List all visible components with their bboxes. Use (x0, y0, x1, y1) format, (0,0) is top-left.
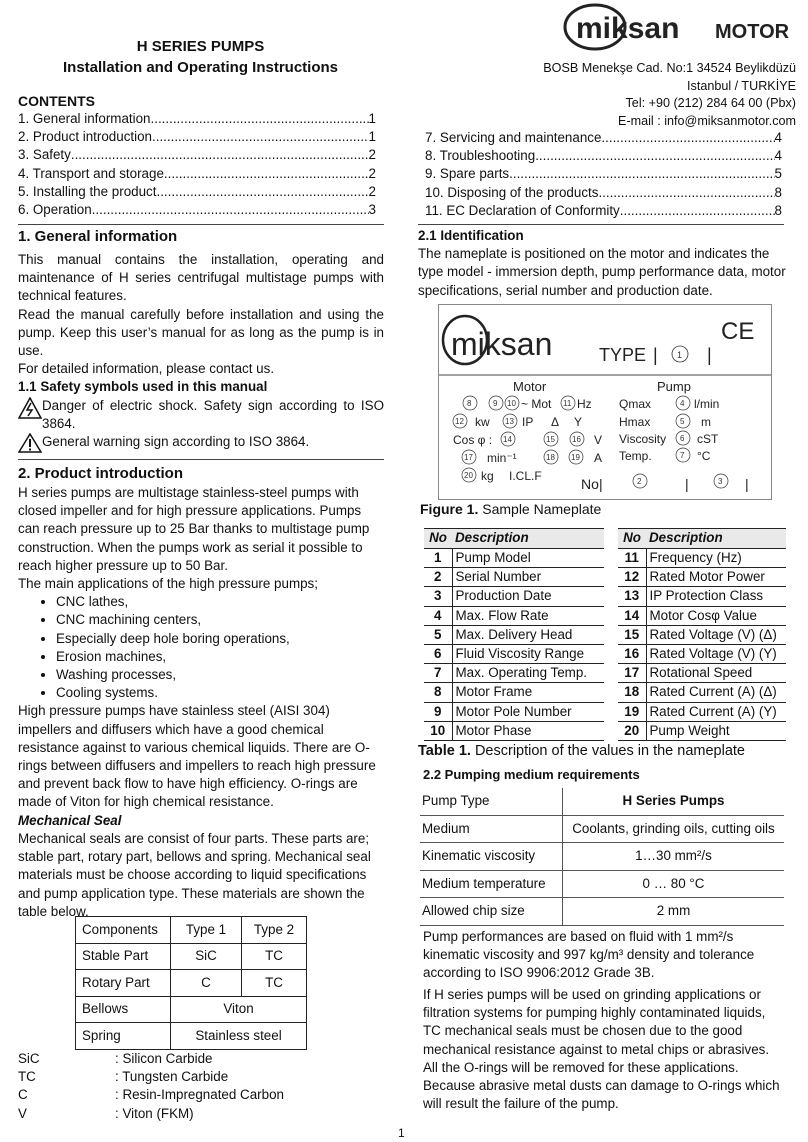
divider (418, 224, 784, 225)
paragraph: The main applications of the high pressure pumps; (18, 576, 318, 592)
table-row: Rotary Part C TC (76, 970, 307, 997)
table-row: 15 Rated Voltage (V) (Δ) (618, 625, 786, 644)
abbreviation-legend (18, 1050, 384, 1123)
list-item: • Cooling systems. (56, 684, 384, 702)
list-item: • CNC lathes, (56, 593, 384, 611)
figure-caption: Figure 1. Sample Nameplate (420, 501, 602, 517)
email: E-mail : info@miksanmotor.com (618, 113, 796, 128)
table-row: 18 Rated Current (A) (Δ) (618, 683, 786, 702)
toc-item[interactable]: 7. Servicing and maintenance ..... 4 (425, 129, 782, 147)
table-row: Medium Coolants, grinding oils, cutting oils (420, 815, 784, 843)
svg-text:miksan: miksan (451, 326, 553, 362)
paragraph: If H series pumps will be used on grinding applications or filtration systems for pumping highly contaminated liquids, TC mechanical seals must be chosen due to the good mechanical resistance against to metal chips or abrasives. All the O-rings will be removed for these applications. Because abrasive metal dusts can damage to O-rings which will result the failure of the pump. (423, 987, 780, 1112)
section-heading: 2. Product introduction (18, 465, 183, 483)
svg-text:|: | (653, 345, 658, 365)
svg-text:No: No (581, 476, 599, 492)
svg-text:2: 2 (637, 477, 642, 486)
table-row: 13 IP Protection Class (618, 587, 786, 606)
svg-text:Cos φ :: Cos φ : (453, 433, 493, 447)
paragraph: Mechanical seals are consist of four parts. These parts are; stable part, rotary part, bellows and spring. Mechanical seal materials must be choose according to liquid specifications and pump application type. These materials are shown the table below. (18, 830, 371, 919)
table-row: 16 Rated Voltage (V) (Y) (618, 645, 786, 664)
divider (18, 224, 384, 225)
table-row: Stable Part SiC TC (76, 943, 307, 970)
nameplate-figure (438, 304, 772, 500)
table-caption: Table 1. Description of the values in the nameplate (418, 743, 745, 759)
table-row: 8 Motor Frame (424, 683, 604, 702)
svg-text:17: 17 (464, 453, 473, 462)
table-row: 17 Rotational Speed (618, 664, 786, 683)
svg-text:|: | (745, 476, 749, 492)
paragraph: Pump performances are based on fluid with 1 mm²/s kinematic viscosity and 997 kg/m³ density and tolerance according to ISO 9906:2012 Grade 3B. (423, 929, 755, 981)
safety-item: Danger of electric shock. Safety sign according to ISO 3864. (18, 397, 384, 433)
left-column (18, 227, 384, 921)
paragraph: High pressure pumps have stainless steel (AISI 304) impellers and diffusers which have a good chemical resistance against to various chemical liquids. There are O-rings between diffusers and impellers to reach high pressure and prevent back flow to have high efficiency. O-rings are made of Viton for high chemical resistance. (18, 703, 376, 810)
svg-text:10: 10 (507, 399, 516, 408)
paragraph: H series pumps are multistage stainless-steel pumps with closed impeller and for high pressure applications. Pumps can reach pressure up to 25 Bar thanks to multistage pump construction. When the pumps work as serial it possible to reach higher pressure up to 50 Bar. (18, 485, 370, 573)
svg-text:3: 3 (718, 477, 723, 486)
toc-item[interactable]: 2. Product introduction ..... 1 (18, 128, 376, 146)
svg-text:|: | (685, 476, 689, 492)
toc-item[interactable]: 3. Safety ..... 2 (18, 146, 376, 164)
paragraph: For detailed information, please contact us. (18, 361, 275, 377)
toc-item[interactable]: 6. Operation ..... 3 (18, 201, 376, 219)
subsection-heading: 2.2 Pumping medium requirements (423, 767, 640, 782)
applications-list (18, 593, 384, 702)
svg-text:Viscosity: Viscosity (619, 432, 667, 446)
electric-shock-warning-icon (18, 397, 42, 419)
general-warning-icon (18, 433, 42, 453)
subsection-heading: Mechanical Seal (18, 812, 122, 828)
list-item: • Washing processes, (56, 666, 384, 684)
svg-text:12: 12 (455, 417, 464, 426)
legend-row: V : Viton (FKM) (18, 1105, 194, 1121)
table-row: 6 Fluid Viscosity Range (424, 645, 604, 664)
svg-text:m: m (701, 415, 711, 429)
svg-text:15: 15 (546, 435, 555, 444)
svg-text:I.CL.F: I.CL.F (509, 469, 542, 483)
svg-text:Hmax: Hmax (619, 415, 651, 429)
legend-row: C : Resin-Impregnated Carbon (18, 1087, 284, 1103)
table-row: Allowed chip size 2 mm (420, 898, 784, 926)
svg-text:14: 14 (503, 435, 512, 444)
svg-text:CE: CE (721, 318, 755, 345)
svg-text:19: 19 (571, 453, 580, 462)
legend-row: SiC : Silicon Carbide (18, 1051, 213, 1066)
svg-text:20: 20 (464, 471, 473, 480)
company-address: BOSB Menekşe Cad. No:1 34524 Beylikdüzü Istanbul / TURKİYE Tel: +90 (212) 284 64 00 (Pbx) E-mail : info@miksanmotor.com (543, 60, 796, 130)
svg-text:IP: IP (522, 415, 534, 429)
svg-text:13: 13 (505, 417, 514, 426)
svg-text:TYPE: TYPE (599, 345, 647, 365)
svg-text:min⁻¹: min⁻¹ (487, 451, 517, 465)
table-row: Bellows Viton (76, 996, 307, 1023)
paragraph: The nameplate is positioned on the motor and indicates the type model - immersion depth, pump performance data, motor specifications, serial number and production date. (418, 246, 786, 298)
list-item: • Especially deep hole boring operations, (56, 630, 384, 648)
paragraph: Read the manual carefully before installation and using the pump. Keep this user’s manual for as long as the pump is in use. (18, 306, 384, 359)
svg-text:7: 7 (680, 451, 685, 460)
toc-item[interactable]: 5. Installing the product ..... 2 (18, 183, 376, 201)
list-item: • CNC machining centers, (56, 611, 384, 629)
table-row: 19 Rated Current (A) (Y) (618, 702, 786, 721)
document-title (18, 36, 383, 78)
table-row: 2 Serial Number (424, 568, 604, 587)
svg-text:6: 6 (680, 434, 685, 443)
svg-text:kw: kw (475, 415, 490, 429)
svg-text:8: 8 (467, 399, 472, 408)
safety-item: General warning sign according to ISO 3864. (18, 433, 384, 453)
svg-text:V: V (594, 433, 603, 447)
toc-item[interactable]: 9. Spare parts ..... 5 (425, 165, 782, 183)
svg-text:Δ: Δ (551, 415, 560, 429)
title-line-2: Installation and Operating Instructions (62, 59, 339, 76)
svg-text:kg: kg (481, 469, 494, 483)
svg-text:Temp.: Temp. (619, 449, 652, 463)
table-row: 20 Pump Weight (618, 721, 786, 740)
description-table-left: No Description 1 Pump Model 2 Serial Number 3 Production Date 4 Max. Flow Rate 5 Max. Delivery Head 6 Fluid Viscosity Range 7 Max. Operating Temp. 8 Motor Frame 9 Motor Pole Number 10 Motor Phase (424, 528, 604, 741)
svg-text:Pump: Pump (657, 379, 691, 394)
page-number: 1 (398, 1126, 405, 1140)
mechanical-seal-table (75, 916, 307, 1050)
svg-text:MOTOR: MOTOR (715, 21, 790, 43)
table-row: 12 Rated Motor Power (618, 568, 786, 587)
svg-text:cST: cST (697, 432, 719, 446)
table-row: 9 Motor Pole Number (424, 702, 604, 721)
svg-text:miksan: miksan (576, 12, 680, 45)
section-heading: 1. General information (18, 228, 178, 245)
toc-item[interactable]: 11. EC Declaration of Conformity ..... 8 (425, 202, 782, 220)
svg-text:l/min: l/min (694, 397, 720, 411)
table-row: Components Type 1 Type 2 (76, 917, 307, 944)
table-row: 5 Max. Delivery Head (424, 625, 604, 644)
toc-item[interactable]: 8. Troubleshooting ..... 4 (425, 147, 782, 165)
svg-text:5: 5 (680, 417, 685, 426)
toc-left (18, 110, 376, 219)
toc-item[interactable]: 10. Disposing of the products ..... 8 (425, 184, 782, 202)
right-column (418, 227, 786, 300)
list-item: • Erosion machines, (56, 648, 384, 666)
svg-text:9: 9 (493, 399, 498, 408)
table-row: Kinematic viscosity 1…30 mm²/s (420, 843, 784, 871)
divider (18, 459, 384, 460)
table-row: 11 Frequency (Hz) (618, 549, 786, 568)
svg-text:Y: Y (574, 415, 583, 429)
table-row: 14 Motor Cosφ Value (618, 606, 786, 625)
table-row: Pump Type H Series Pumps (420, 788, 784, 815)
title-line-1: H SERIES PUMPS (136, 38, 265, 55)
paragraph: This manual contains the installation, operating and maintenance of H series centrifugal multistage pumps with technical features. (18, 252, 384, 304)
table-row: 7 Max. Operating Temp. (424, 664, 604, 683)
svg-text:1: 1 (677, 350, 683, 360)
subsection-heading: 1.1 Safety symbols used in this manual (18, 379, 268, 395)
table-row: Medium temperature 0 … 80 °C (420, 870, 784, 898)
svg-text:4: 4 (680, 399, 685, 408)
legend-row: TC : Tungsten Carbide (18, 1069, 229, 1085)
toc-item[interactable]: 1. General information ..... 1 (18, 110, 376, 128)
svg-text:18: 18 (546, 453, 555, 462)
description-table-right: No Description 11 Frequency (Hz) 12 Rated Motor Power 13 IP Protection Class 14 Motor Cosφ Value 15 Rated Voltage (V) (Δ) 16 Rated Voltage (V) (Y) 17 Rotational Speed 18 Rated Current (A) (Δ) 19 Rated Current (A) (Y) 20 Pump Weight (618, 528, 786, 741)
table-row: 4 Max. Flow Rate (424, 606, 604, 625)
svg-text:16: 16 (572, 435, 581, 444)
toc-item[interactable]: 4. Transport and storage ..... 2 (18, 165, 376, 183)
table-row: 1 Pump Model (424, 549, 604, 568)
svg-text:11: 11 (563, 399, 572, 408)
svg-text:|: | (599, 476, 603, 492)
svg-text:A: A (594, 451, 603, 465)
svg-text:Hz: Hz (577, 397, 592, 411)
svg-text:|: | (707, 345, 712, 365)
company-logo (562, 2, 802, 54)
table-row: 10 Motor Phase (424, 721, 604, 740)
table-row: Spring Stainless steel (76, 1023, 307, 1050)
svg-text:Qmax: Qmax (619, 397, 652, 411)
table-row: 3 Production Date (424, 587, 604, 606)
pumping-medium-table (420, 788, 784, 926)
svg-text:°C: °C (697, 449, 711, 463)
contents-heading: CONTENTS (18, 93, 95, 109)
subsection-heading: 2.1 Identification (418, 228, 524, 243)
svg-text:~ Mot: ~ Mot (521, 397, 552, 411)
toc-right (425, 129, 782, 220)
svg-text:Motor: Motor (513, 379, 547, 394)
